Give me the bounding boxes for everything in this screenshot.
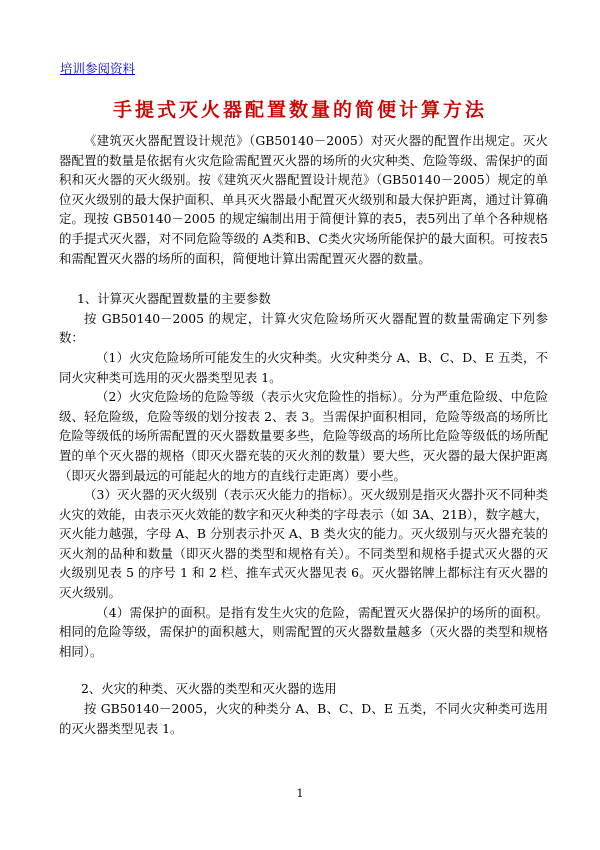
section-2-heading: 2、火灾的种类、灭火器的类型和灭火器的选用 — [81, 681, 337, 697]
parameter-2-paragraph: （2）火灾危险场的危险等级（表示火灾危险性的指标）。分为严重危险级、中危险级、轻危险级，危险等级的划分按表 2、表 3。当需保护面积相同，危险等级高的场所比危险等级低的场所需配置的灭火器数量要多些，危险等级高的场所比危险等级低的场所配置的单个灭火器的规格（即灭火器充装的灭火剂的数量）要大些，灭火器的最大保护距离（即灭火器到最远的可能起火的地方的直线行走距离）要小些。 — [59, 389, 548, 483]
training-reference-link[interactable]: 培训参阅资料 — [60, 61, 136, 76]
section-1-heading: 1、计算灭火器配置数量的主要参数 — [77, 291, 271, 307]
document-body — [59, 131, 548, 738]
page-number: 1 — [296, 787, 304, 800]
intro-paragraph: 《建筑灭火器配置设计规范》（GB50140－2005）对灭火器的配置作出规定。灭火器配置的数量是依据有火灾危险需配置灭火器的场所的火灾种类、危险等级、需保护的面积和灭火器的灭火级别。按《建筑灭火器配置设计规范》（GB50140－2005）规定的单位灭火级别的最大保护面积、单具灭火器最小配置灭火级别和最大保护距离，通过计算确定。现按 GB50140－2005 的规定编制出用于简便计算的表5，表5列出了单个各种规格的手提式灭火器，对不同危险等级的 A类和B、C类火灾场所能保护的最大面积。可按表5和需配置灭火器的场所的面积，简便地计算出需配置灭火器的数量。 — [59, 133, 548, 266]
document-title: 手提式灭火器配置数量的简便计算方法 — [112, 99, 487, 121]
section-1-intro: 按 GB50140－2005 的规定，计算火灾危险场所灭火器配置的数量需确定下列参数： — [59, 310, 548, 346]
parameter-3-paragraph: （3）灭火器的灭火级别（表示灭火能力的指标）。灭火级别是指灭火器扑灭不同种类火灾的效能，由表示灭火效能的数字和灭火种类的字母表示（如 3A、21B），数字越大，灭火能力越强，字母 A、B 分别表示扑灭 A、B 类火灾的能力。灭火级别与灭火器充装的灭火剂的品种和数量（即灭火器的类型和规格有关）。不同类型和规格手提式灭火器的灭火级别见表 5 的序号 1 和 2 栏、推车式灭火器见表 6。灭火器铭牌上都标注有灭火器的灭火级别。 — [59, 487, 548, 601]
parameter-1-paragraph: （1）火灾危险场所可能发生的火灾种类。火灾种类分 A、B、C、D、E 五类，不同火灾种类可选用的灭火器类型见表 1。 — [59, 349, 548, 385]
parameter-4-paragraph: （4）需保护的面积。是指有发生火灾的危险，需配置灭火器保护的场所的面积。相同的危险等级，需保护的面积越大，则需配置的灭火器数量越多（灭火器的类型和规格相同）。 — [59, 604, 548, 659]
section-2-paragraph: 按 GB50140－2005，火灾的种类分 A、B、C、D、E 五类，不同火灾种类可选用的灭火器类型见表 1。 — [59, 701, 548, 736]
